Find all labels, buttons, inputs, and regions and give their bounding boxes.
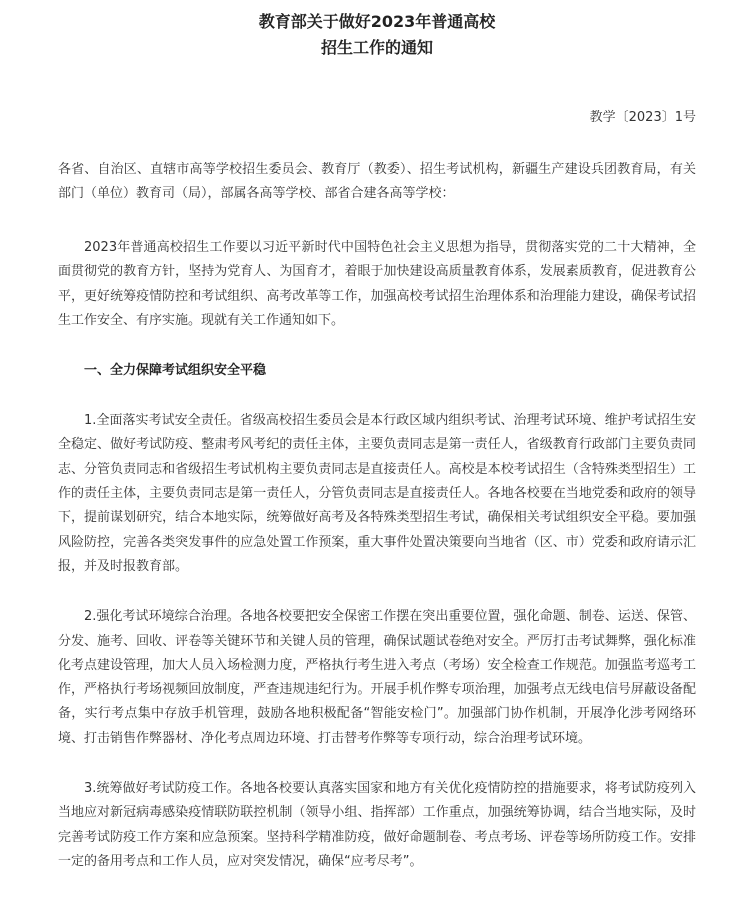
salutation: 各省、自治区、直辖市高等学校招生委员会、教育厅（教委）、招生考试机构，新疆生产建设兵团教育局，有关部门（单位）教育司（局），部属各高等学校、部省合建各高等学校： — [58, 162, 696, 201]
title-line-1: 教育部关于做好2023年普通高校 — [258, 12, 496, 31]
notice-document — [58, 0, 696, 874]
notice-title — [58, 0, 696, 61]
section-item: 1.全面落实考试安全责任。省级高校招生委员会是本行政区域内组织考试、治理考试环境、维护考试招生安全稳定、做好考试防疫、整肃考风考纪的责任主体，主要负责同志是第一责任人，省级教育行政部门主要负责同志、分管负责同志和省级招生考试机构主要负责同志是直接责任人。高校是本校考试招生（含特殊类型招生）工作的责任主体，主要负责同志是第一责任人，分管负责同志是直接责任人。各地各校要在当地党委和政府的领导下，提前谋划研究，结合本地实际，统筹做好高考及各特殊类型招生考试，确保相关考试组织安全平稳。要加强风险防控，完善各类突发事件的应急处置工作预案，重大事件处置决策要向当地省（区、市）党委和政府请示汇报，并及时报教育部。 — [58, 413, 696, 574]
document-number: 教学〔2023〕1号 — [589, 110, 696, 125]
section-item: 2.强化考试环境综合治理。各地各校要把安全保密工作摆在突出重要位置，强化命题、制卷、运送、保管、分发、施考、回收、评卷等关键环节和关键人员的管理，确保试题试卷绝对安全。严厉打击考试舞弊，强化标准化考点建设管理，加大人员入场检测力度，严格执行考生进入考点（考场）安全检查工作规范。加强监考巡考工作，严格执行考场视频回放制度，严查违规违纪行为。开展手机作弊专项治理，加强考点无线电信号屏蔽设备配备，实行考点集中存放手机管理，鼓励各地积极配备“智能安检门”。加强部门协作机制，开展净化涉考网络环境、打击销售作弊器材、净化考点周边环境、打击替考作弊等专项行动，综合治理考试环境。 — [58, 609, 696, 746]
intro-paragraph: 2023年普通高校招生工作要以习近平新时代中国特色社会主义思想为指导，贯彻落实党的二十大精神，全面贯彻党的教育方针，坚持为党育人、为国育才，着眼于加快建设高质量教育体系，发展素质教育，促进教育公平，更好统筹疫情防控和考试组织、高考改革等工作，加强高校考试招生治理体系和治理能力建设，确保考试招生工作安全、有序实施。现就有关工作通知如下。 — [58, 240, 696, 328]
title-line-2: 招生工作的通知 — [320, 38, 433, 57]
section-heading: 一、全力保障考试组织安全平稳 — [84, 363, 267, 379]
section-item: 3.统筹做好考试防疫工作。各地各校要认真落实国家和地方有关优化疫情防控的措施要求，将考试防疫列入当地应对新冠病毒感染疫情联防联控机制（领导小组、指挥部）工作重点，加强统筹协调，结合当地实际，及时完善考试防疫工作方案和应急预案。坚持科学精准防疫，做好命题制卷、考点考场、评卷等场所防疫工作。安排一定的备用考点和工作人员，应对突发情况，确保“应考尽考”。 — [58, 781, 696, 869]
